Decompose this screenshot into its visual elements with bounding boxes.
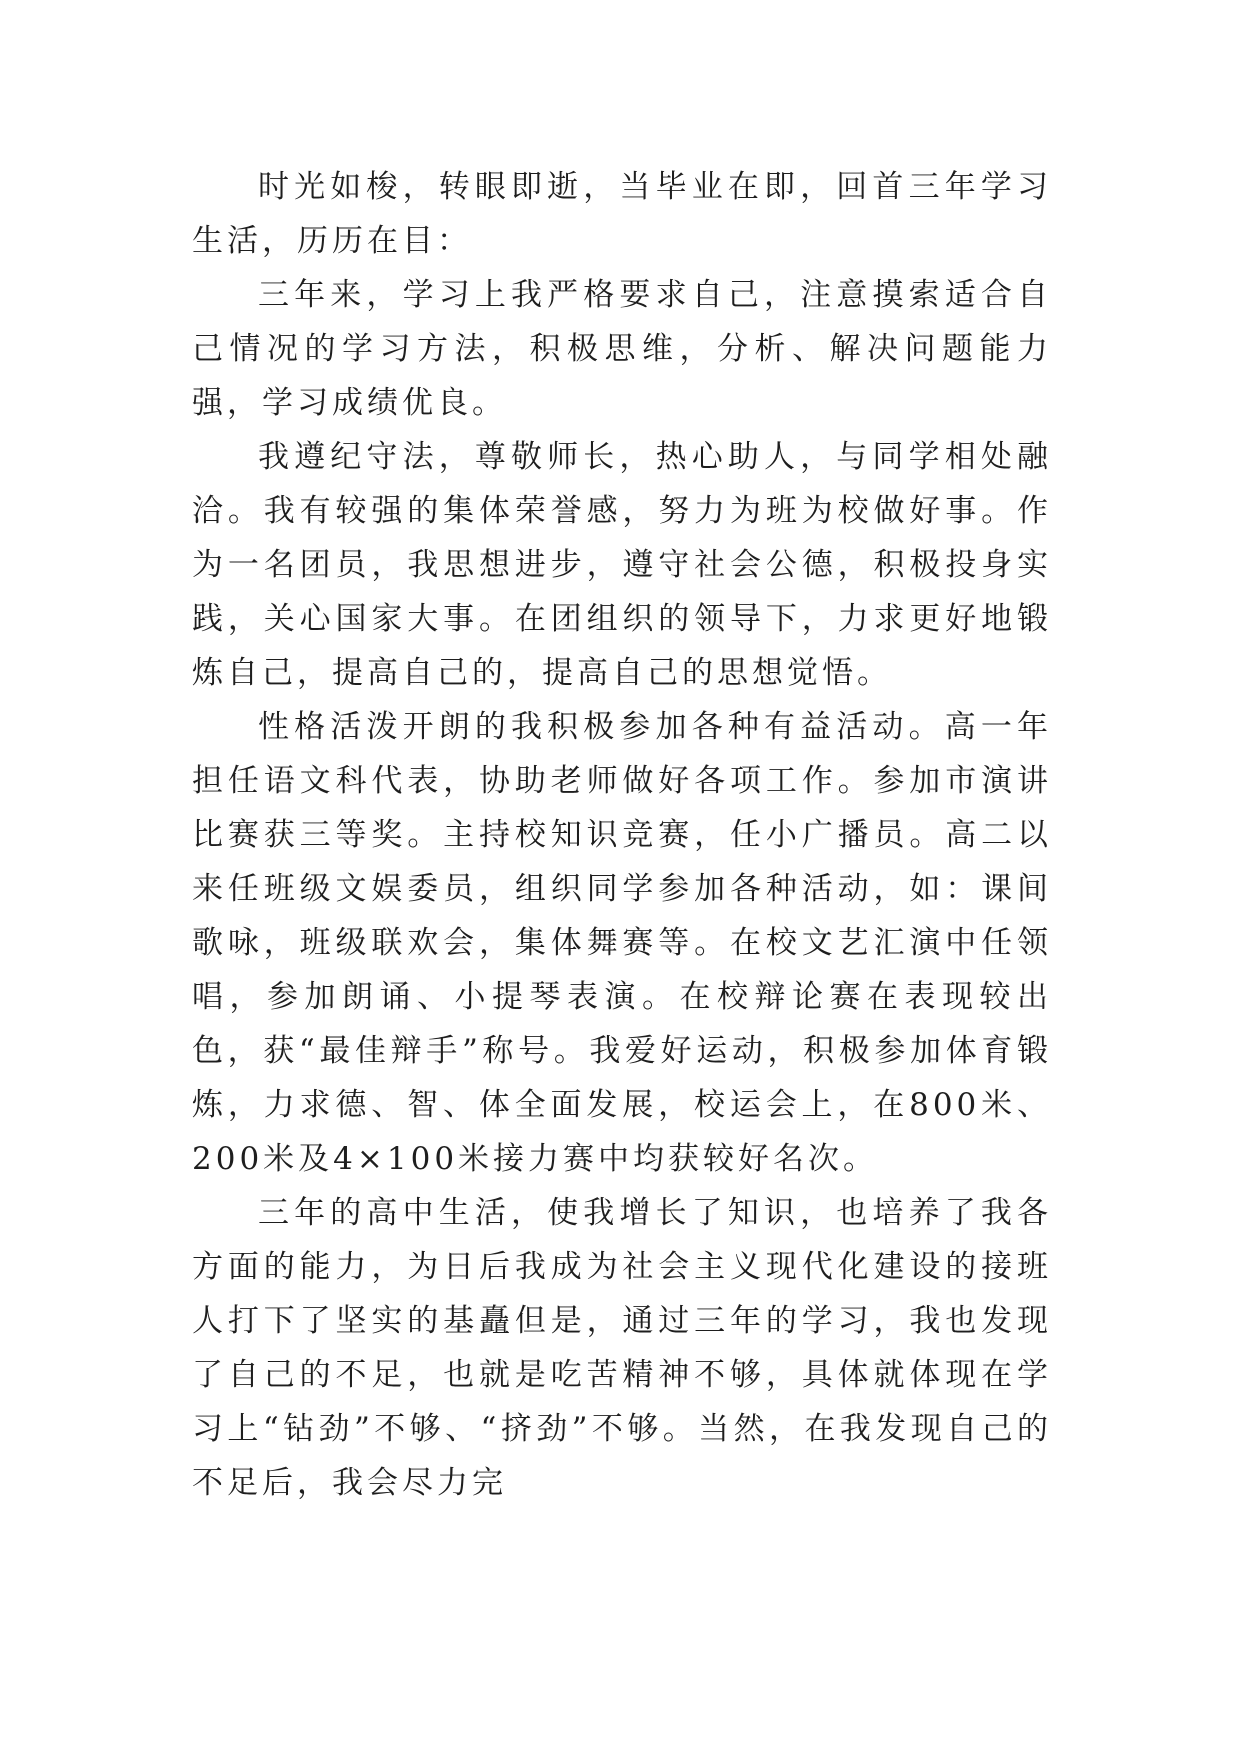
paragraph-conduct: 我遵纪守法，尊敬师长，热心助人，与同学相处融洽。我有较强的集体荣誉感，努力为班为校做好事。作为一名团员，我思想进步，遵守社会公德，积极投身实践，关心国家大事。在团组织的领导下，力求更好地锻炼自己，提高自己的，提高自己的思想觉悟。 [192,439,1052,691]
paragraph-study: 三年来，学习上我严格要求自己，注意摸索适合自己情况的学习方法，积极思维，分析、解决问题能力强，学习成绩优良。 [192,277,1052,421]
paragraph-intro: 时光如梭，转眼即逝，当毕业在即，回首三年学习生活，历历在目： [192,169,1052,259]
paragraph-activities: 性格活泼开朗的我积极参加各种有益活动。高一年担任语文科代表，协助老师做好各项工作。参加市演讲比赛获三等奖。主持校知识竞赛，任小广播员。高二以来任班级文娱委员，组织同学参加各种活动，如：课间歌咏，班级联欢会，集体舞赛等。在校文艺汇演中任领唱，参加朗诵、小提琴表演。在校辩论赛在表现较出色，获“最佳辩手”称号。我爱好运动，积极参加体育锻炼，力求德、智、体全面发展，校运会上，在800米、200米及4×100米接力赛中均获较好名次。 [192,709,1052,1177]
document-body [192,160,1052,1510]
paragraph-reflection: 三年的高中生活，使我增长了知识，也培养了我各方面的能力，为日后我成为社会主义现代化建设的接班人打下了坚实的基矗但是，通过三年的学习，我也发现了自己的不足，也就是吃苦精神不够，具体就体现在学习上“钻劲”不够、“挤劲”不够。当然，在我发现自己的不足后，我会尽力完 [192,1195,1052,1501]
